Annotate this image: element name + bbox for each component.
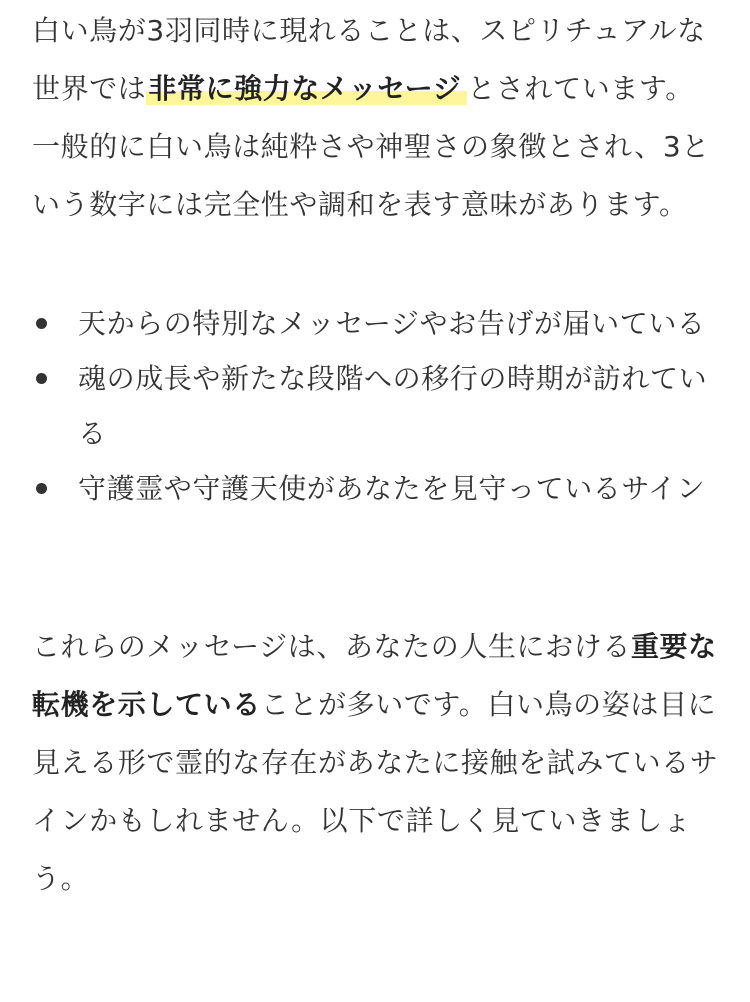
- list-item-text: 守護霊や守護天使があなたを見守っているサイン: [78, 472, 706, 505]
- bullet-icon: [36, 483, 47, 494]
- intro-text-before: 白い鳥が3羽同時に現れることは、スピリチュアルな世界では: [32, 14, 706, 105]
- list-item-text: 魂の成長や新たな段階への移行の時期が訪れている: [78, 362, 708, 450]
- list-item: [32, 461, 720, 516]
- bullet-icon: [36, 373, 47, 384]
- intro-text-after: とされています。一般的に白い鳥は純粋さや神聖さの象徴とされ、3という数字には完全性や調和を表す意味があります。: [32, 72, 710, 221]
- conclusion-text-before: これらのメッセージは、あなたの人生における: [32, 630, 631, 663]
- bullet-icon: [36, 318, 47, 329]
- conclusion-paragraph: [32, 618, 720, 908]
- list-item-text: 天からの特別なメッセージやお告げが届いている: [78, 307, 706, 340]
- intro-paragraph: [32, 0, 720, 234]
- list-item: [32, 296, 720, 351]
- message-list: [32, 296, 720, 516]
- highlighted-phrase: 非常に強力なメッセージ: [146, 72, 467, 105]
- list-item: [32, 351, 720, 461]
- conclusion-text-after: ことが多いです。白い鳥の姿は目に見える形で霊的な存在があなたに接触を試みているサインかもしれません。以下で詳しく見ていきましょう。: [32, 688, 719, 895]
- bold-phrase: 重要な転機を示している: [32, 630, 717, 721]
